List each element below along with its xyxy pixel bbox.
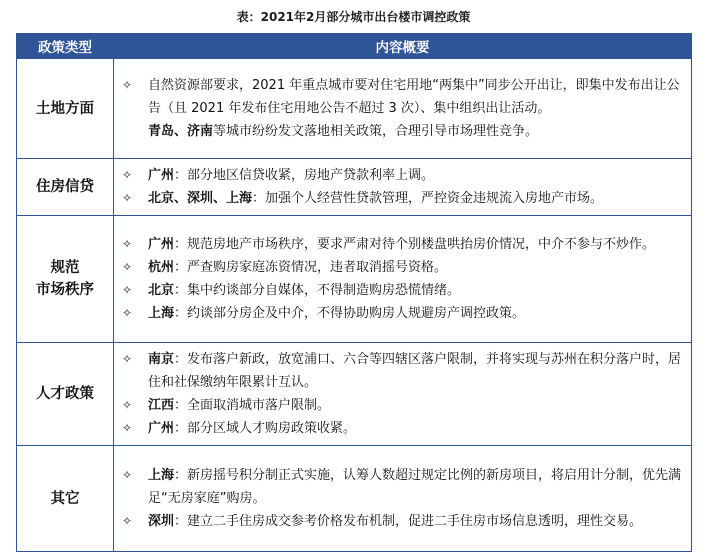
diamond-bullet-icon: ✧ bbox=[122, 398, 133, 412]
list-item bbox=[118, 279, 685, 302]
diamond-bullet-icon: ✧ bbox=[122, 168, 133, 182]
item-text: 自然资源部要求，2021 年重点城市要对住宅用地“两集中”同步公开出让，即集中发布出让公告（且 2021 年发布住宅用地公告不超过 3 次）、集中组织出让活动。 bbox=[148, 78, 680, 116]
diamond-bullet-icon: ✧ bbox=[122, 260, 133, 274]
item-text: ：规范房地产市场秩序，要求严肃对待个别楼盘哄抬房价情况，中介不参与不炒作。 bbox=[174, 237, 656, 252]
diamond-bullet-icon: ✧ bbox=[122, 468, 133, 482]
diamond-bullet-icon: ✧ bbox=[122, 78, 133, 92]
list-item bbox=[118, 233, 685, 256]
diamond-bullet-icon: ✧ bbox=[122, 191, 133, 205]
item-text: ：集中约谈部分自媒体，不得制造购房恐慌情绪。 bbox=[174, 283, 461, 298]
item-text: ：加强个人经营性贷款管理，严控资金违规流入房地产市场。 bbox=[252, 191, 604, 206]
item-text: ：建立二手住房成交参考价格发布机制，促进二手住房市场信息透明，理性交易。 bbox=[174, 514, 643, 529]
list-item bbox=[118, 394, 685, 417]
table-row bbox=[17, 216, 692, 343]
item-text: ：新房摇号积分制正式实施，认筹人数超过规定比例的新房项目，将启用计分制，优先满足“无房家庭”购房。 bbox=[148, 468, 682, 506]
category-cell: 住房信贷 bbox=[17, 159, 114, 216]
policy-table bbox=[16, 33, 692, 552]
category-cell: 人才政策 bbox=[17, 343, 114, 446]
list-item bbox=[118, 302, 685, 325]
content-cell bbox=[114, 159, 692, 216]
content-cell bbox=[114, 216, 692, 343]
item-city: 青岛、济南 bbox=[148, 124, 214, 139]
item-city: 江西 bbox=[148, 398, 175, 413]
diamond-bullet-icon: ✧ bbox=[122, 237, 133, 251]
item-city: 深圳 bbox=[148, 514, 175, 529]
diamond-bullet-icon: ✧ bbox=[122, 514, 133, 528]
item-city: 杭州 bbox=[148, 260, 175, 275]
category-cell bbox=[17, 216, 114, 343]
item-text: ：发布落户新政，放宽浦口、六合等四辖区落户限制，并将实现与苏州在积分落户时，居住和社保缴纳年限累计互认。 bbox=[148, 352, 682, 390]
item-city: 南京 bbox=[148, 352, 175, 367]
item-text: 等城市纷纷发文落地相关政策，合理引导市场理性竞争。 bbox=[213, 124, 539, 139]
table-row bbox=[17, 159, 692, 216]
table-header-row bbox=[17, 34, 692, 59]
content-cell bbox=[114, 343, 692, 446]
item-city: 北京 bbox=[148, 283, 175, 298]
item-city: 广州 bbox=[148, 237, 175, 252]
diamond-bullet-icon: ✧ bbox=[122, 421, 133, 435]
category-line: 市场秩序 bbox=[36, 282, 94, 298]
table-row bbox=[17, 446, 692, 552]
item-city: 广州 bbox=[148, 421, 175, 436]
table-title: 表：2021年2月部分城市出台楼市调控政策 bbox=[236, 10, 471, 24]
list-item bbox=[118, 510, 685, 533]
item-city: 上海 bbox=[148, 468, 175, 483]
item-city: 上海 bbox=[148, 306, 175, 321]
table-row bbox=[17, 59, 692, 159]
list-item bbox=[118, 120, 685, 143]
item-text: ：严查购房家庭冻资情况，违者取消摇号资格。 bbox=[174, 260, 448, 275]
item-text: ：全面取消城市落户限制。 bbox=[174, 398, 331, 413]
category-cell: 土地方面 bbox=[17, 59, 114, 159]
category-cell: 其它 bbox=[17, 446, 114, 552]
header-content-summary: 内容概要 bbox=[114, 34, 692, 59]
diamond-bullet-icon: ✧ bbox=[122, 352, 133, 366]
table-row bbox=[17, 343, 692, 446]
list-item bbox=[118, 74, 685, 120]
diamond-bullet-icon: ✧ bbox=[122, 283, 133, 297]
content-cell bbox=[114, 59, 692, 159]
list-item bbox=[118, 256, 685, 279]
list-item bbox=[118, 417, 685, 440]
diamond-bullet-icon: ✧ bbox=[122, 306, 133, 320]
item-text: ：部分区域人才购房政策收紧。 bbox=[174, 421, 357, 436]
header-policy-type: 政策类型 bbox=[17, 34, 114, 59]
list-item bbox=[118, 187, 685, 210]
list-item bbox=[118, 164, 685, 187]
list-item bbox=[118, 464, 685, 510]
item-text: ：约谈部分房企及中介，不得协助购房人规避房产调控政策。 bbox=[174, 306, 526, 321]
list-item bbox=[118, 348, 685, 394]
category-line: 规范 bbox=[50, 260, 80, 276]
item-city: 广州 bbox=[148, 168, 175, 183]
item-city: 北京、深圳、上海 bbox=[148, 191, 253, 206]
content-cell bbox=[114, 446, 692, 552]
item-text: ：部分地区信贷收紧，房地产贷款利率上调。 bbox=[174, 168, 435, 183]
